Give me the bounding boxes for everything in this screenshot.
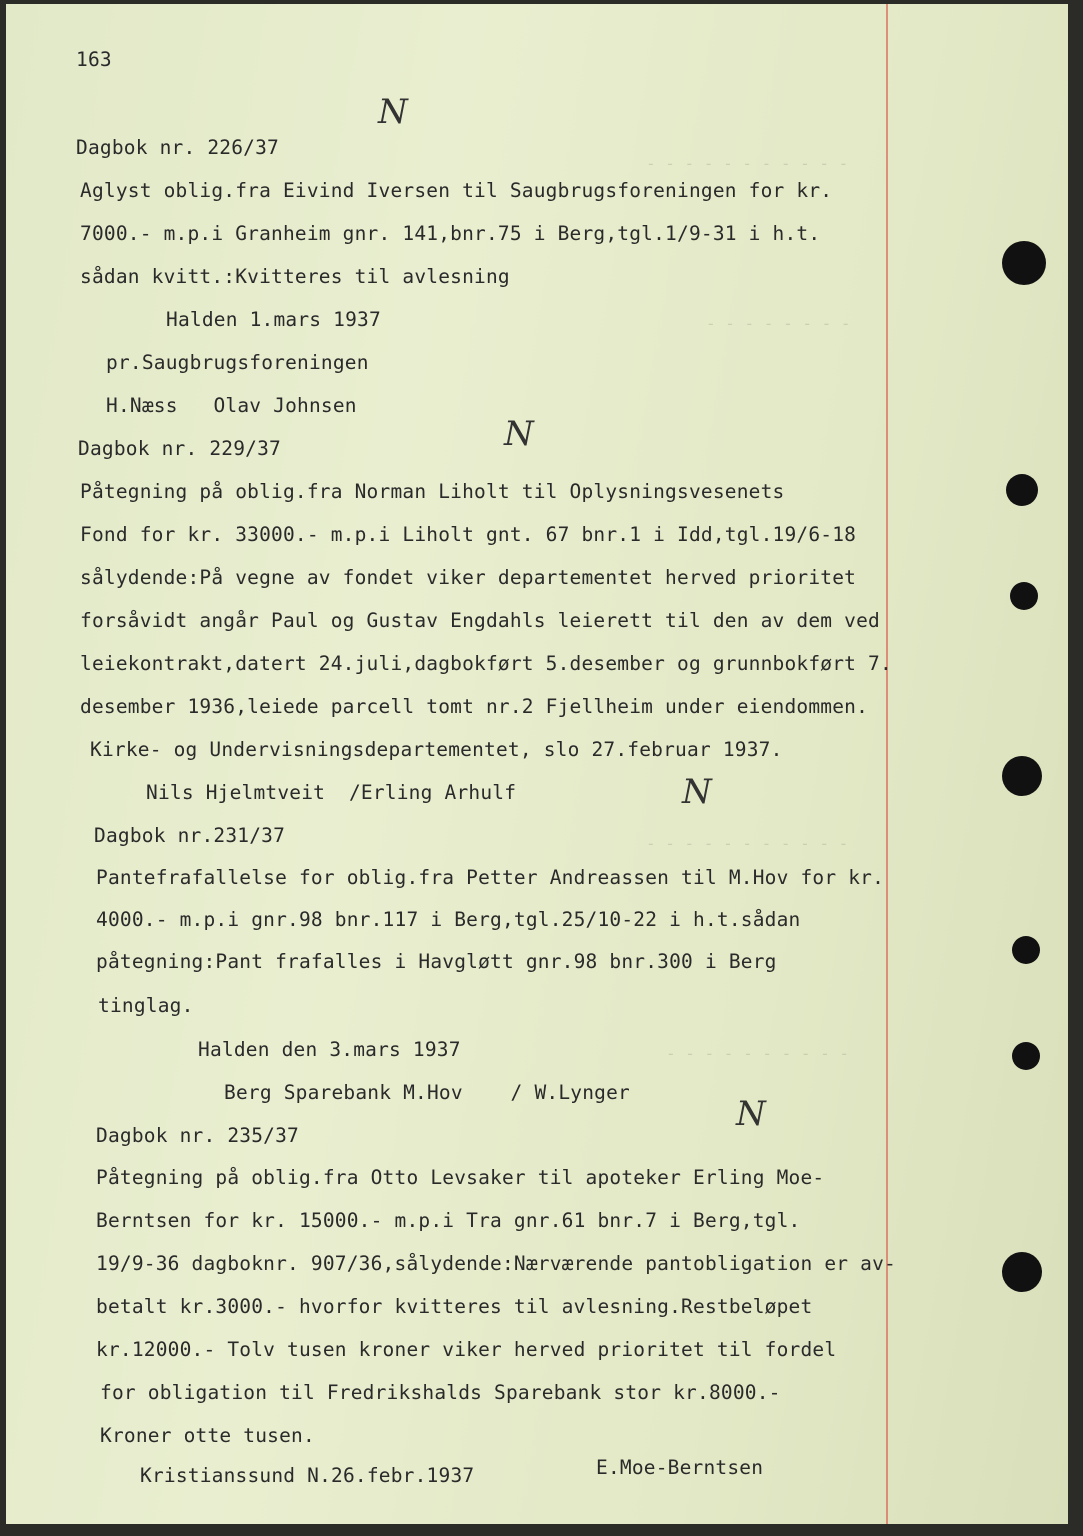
initials-mark: N xyxy=(378,92,408,132)
text-line: for obligation til Fredrikshalds Sparebank stor kr.8000.- xyxy=(100,1381,781,1404)
text-line: betalt kr.3000.- hvorfor kvitteres til avlesning.Restbeløpet xyxy=(96,1295,813,1318)
bleed-through-decoration: - - - - - - - - xyxy=(706,314,851,333)
text-line: 7000.- m.p.i Granheim gnr. 141,bnr.75 i Berg,tgl.1/9-31 i h.t. xyxy=(80,222,821,245)
signatory-line: H.Næss Olav Johnsen xyxy=(106,394,357,417)
initials-mark: N xyxy=(504,414,534,454)
text-line: Påtegning på oblig.fra Otto Levsaker til apoteker Erling Moe- xyxy=(96,1166,825,1189)
document-page xyxy=(6,4,1068,1524)
punch-hole xyxy=(1006,474,1038,506)
signatory-line: Nils Hjelmtveit /Erling Arhulf xyxy=(146,781,517,804)
text-line: desember 1936,leiede parcell tomt nr.2 Fjellheim under eiendommen. xyxy=(80,695,869,718)
text-line: sådan kvitt.:Kvitteres til avlesning xyxy=(80,265,510,288)
text-line: 19/9-36 dagboknr. 907/36,sålydende:Nærværende pantobligation er av- xyxy=(96,1252,896,1275)
text-line: 4000.- m.p.i gnr.98 bnr.117 i Berg,tgl.25/10-22 i h.t.sådan xyxy=(96,908,801,931)
bleed-through-decoration: - - - - - - - - - - - xyxy=(646,834,849,853)
bleed-through-decoration: - - - - - - - - - - xyxy=(666,1044,850,1063)
journal-entry-heading: Dagbok nr. 229/37 xyxy=(78,437,281,460)
text-line: Påtegning på oblig.fra Norman Liholt til Oplysningsvesenets xyxy=(80,480,785,503)
place-date-line: Halden den 3.mars 1937 xyxy=(198,1038,461,1061)
text-line: leiekontrakt,datert 24.juli,dagbokført 5.desember og grunnbokført 7. xyxy=(80,652,892,675)
text-line: forsåvidt angår Paul og Gustav Engdahls leierett til den av dem ved xyxy=(80,609,880,632)
punch-hole xyxy=(1012,936,1040,964)
text-line: tinglag. xyxy=(98,994,194,1017)
initials-mark: N xyxy=(682,772,712,812)
text-line: Aglyst oblig.fra Eivind Iversen til Saugbrugsforeningen for kr. xyxy=(80,179,833,202)
place-date-line: Halden 1.mars 1937 xyxy=(166,308,381,331)
place-date-line: Kristianssund N.26.febr.1937 xyxy=(140,1464,475,1487)
signatory-line: Berg Sparebank M.Hov / W.Lynger xyxy=(224,1081,630,1104)
text-line: Berntsen for kr. 15000.- m.p.i Tra gnr.61 bnr.7 i Berg,tgl. xyxy=(96,1209,801,1232)
punch-hole xyxy=(1002,241,1046,285)
punch-hole xyxy=(1002,756,1042,796)
signatory-line: pr.Saugbrugsforeningen xyxy=(106,351,369,374)
journal-entry-heading: Dagbok nr. 235/37 xyxy=(96,1124,299,1147)
text-line: påtegning:Pant frafalles i Havgløtt gnr.98 bnr.300 i Berg xyxy=(96,950,777,973)
text-line: Kirke- og Undervisningsdepartementet, slo 27.februar 1937. xyxy=(90,738,783,761)
journal-entry-heading: Dagbok nr.231/37 xyxy=(94,824,286,847)
bleed-through-decoration: - - - - - - - - - - - xyxy=(646,154,849,173)
initials-mark: N xyxy=(736,1094,766,1134)
journal-entry-heading: Dagbok nr. 226/37 xyxy=(76,136,279,159)
text-line: Pantefrafallelse for oblig.fra Petter Andreassen til M.Hov for kr. xyxy=(96,866,885,889)
text-line: sålydende:På vegne av fondet viker departementet herved prioritet xyxy=(80,566,857,589)
text-line: Fond for kr. 33000.- m.p.i Liholt gnt. 67 bnr.1 i Idd,tgl.19/6-18 xyxy=(80,523,857,546)
page-number: 163 xyxy=(76,48,112,71)
margin-rule xyxy=(886,4,888,1524)
signature-line: E.Moe-Berntsen xyxy=(596,1456,764,1479)
text-line: Kroner otte tusen. xyxy=(100,1424,315,1447)
text-line: kr.12000.- Tolv tusen kroner viker herved prioritet til fordel xyxy=(96,1338,837,1361)
punch-hole xyxy=(1002,1252,1042,1292)
punch-hole xyxy=(1010,582,1038,610)
punch-hole xyxy=(1012,1042,1040,1070)
